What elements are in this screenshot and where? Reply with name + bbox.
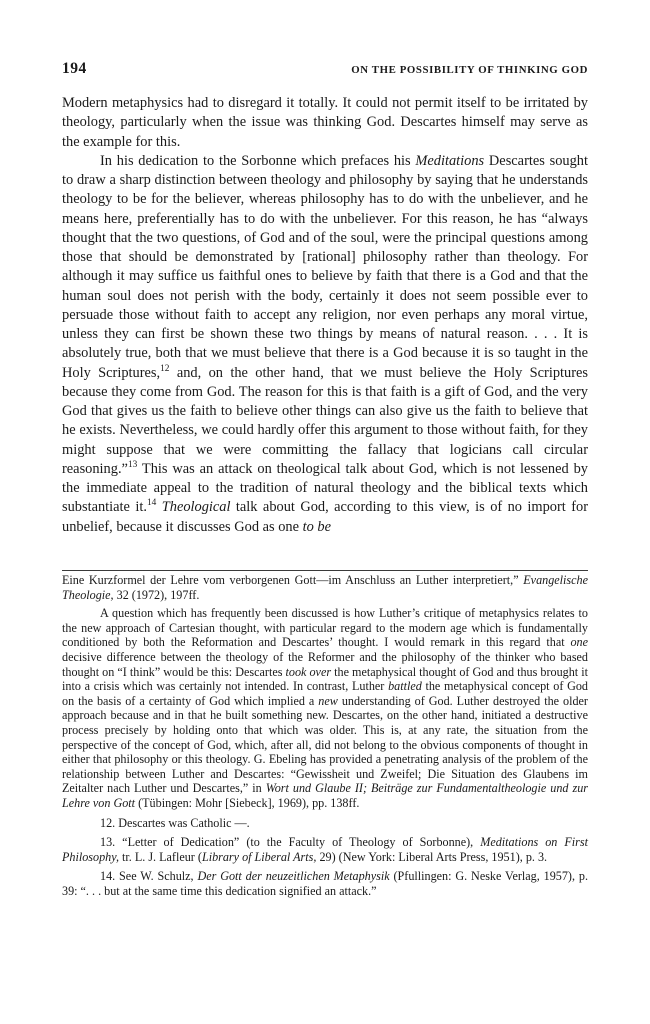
- text-run: 32 (1972), 197ff.: [113, 587, 200, 602]
- paragraph-1: Modern metaphysics had to disregard it totally. It could not permit itself to be irritated by theology, particularly when the issue was thinking God. Descartes himself may serve as the example for this.: [62, 95, 588, 150]
- italic-title: Library of Liberal Arts,: [201, 849, 317, 864]
- text-run: 14. See W. Schulz,: [100, 869, 198, 884]
- italic-word: new: [318, 693, 338, 708]
- text-run: This was an attack on theological talk about God, which is not lessened by the immediate appeal to the tradition of natural theology and the biblical texts which substantiate it.: [62, 460, 588, 516]
- italic-title: Evangelische Theologie,: [62, 573, 588, 602]
- text-run: (Pfullingen: G. Neske Verlag, 1957), p. 39: “. . . but at the same time this dedication signified an attack.”: [62, 869, 588, 898]
- footnote-continuation: [62, 573, 588, 602]
- text-run: Descartes sought to draw a sharp distinction between theology and philosophy by saying that he understands theology to be for the believer, whereas philosophy has to do with the unbeliever, and he means here, preferentially has to do with the unbeliever. For this reason, he has “always thought that the two questions, of God and of the soul, were the principal questions among those that should be demonstrated by [rational] philosophy rather than theology. For although it may suffice us faithful ones to believe by faith that there is a God and that the human soul does not perish with the body, certainly it does not seem possible ever to persuade those without faith to accept any religion, nor even perhaps any moral virtue, unless they can first be shown these two things by means of natural reason. . . . It is absolutely true, both that we must believe that there is a God because it is so taught in the Holy Scriptures,: [62, 152, 588, 381]
- italic-title: Meditations: [415, 152, 485, 169]
- text-run: the metaphysical concept of God on the basis of a certainty of God which implied a: [62, 679, 588, 708]
- text-run: A question which has frequently been discussed is how Luther’s critique of metaphysics relates to the new approach of Cartesian thought, with particular regard to the modern age which is fundamentally conditioned by both the Reformation and Descartes’ thought. I would remark in this regard that: [62, 606, 588, 650]
- italic-title: Meditations on First Philosophy,: [62, 835, 588, 864]
- italic-word: to be: [302, 518, 331, 535]
- footnote-ref-14: 14: [146, 498, 157, 509]
- text-run: Eine Kurzformel der Lehre vom verborgenen Gott—im Anschluss an Luther interpretiert,”: [62, 573, 524, 587]
- page-number: 194: [62, 60, 87, 77]
- text-run: In his dedication to the Sorbonne which prefaces his: [100, 152, 416, 169]
- italic-title: Wort und Glaube II; Beiträge zur Fundamentaltheologie und zur Lehre von Gott: [62, 781, 589, 810]
- text-run: 29) (New York: Liberal Arts Press, 1951), p. 3.: [316, 849, 548, 864]
- footnote-12: 12. Descartes was Catholic —.: [100, 815, 250, 830]
- footnote-14: [62, 869, 588, 898]
- text-run: (Tübingen: Mohr [Siebeck], 1969), pp. 138ff.: [135, 795, 360, 810]
- text-run: and, on the other hand, that we must believe the Holy Scriptures because they come from God. The reason for this is that faith is a gift of God, and the very God that gives us the faith to believe other things can also give us the faith to believe that he exists. Nevertheless, we could hardly offer this argument to those without faith, for they might suppose that we were committing the fallacy that logicians call circular reasoning.”: [62, 364, 589, 477]
- footnote-13: [62, 835, 588, 864]
- text-run: talk about God, according to this view, is of no import for unbelief, because it discusses God as one: [62, 499, 588, 535]
- italic-word: battled: [388, 679, 422, 694]
- italic-word: one: [570, 635, 588, 650]
- paragraph-2: [62, 152, 588, 537]
- italic-title: Der Gott der neuzeitlichen Metaphysik: [197, 869, 390, 884]
- text-run: the metaphysical thought of God and thus brought it into a crisis which was certainly not intended. In contrast, Luther: [62, 664, 588, 694]
- footnotes: [62, 573, 588, 903]
- footnote-ref-12: 12: [160, 363, 170, 374]
- footnote-ref-13: 13: [127, 459, 138, 470]
- italic-word: Theological: [161, 499, 231, 516]
- text-run: decisive difference between the theology of the Reformer and the philosophy of the thinker who based thought on “I think” would be this: Descartes: [62, 649, 588, 679]
- text-run: understanding of God. Luther destroyed the older approach because and in that he built something new. Descartes, on the other hand, initiated a destructive process precisely by holding onto that which was older. This is, at any rate, the situation from the perspective of the concept of God, which, after all, did not belong to the obvious components of thought in either that philosophy or this theology. G. Ebeling has provided a penetrating analysis of the problem of the relationship between Luther and Descartes: “Gewissheit und Zweifel; Die Situation des Glaubens im Zeitalter nach Luther und Descartes,” in: [62, 693, 588, 796]
- page-header: [0, 0, 650, 90]
- text-run: tr. L. J. Lafleur (: [119, 849, 202, 864]
- footnote-paragraph: [62, 606, 588, 810]
- text-run: 13. “Letter of Dedication” (to the Faculty of Theology of Sorbonne),: [100, 835, 481, 850]
- italic-word: took over: [285, 664, 332, 679]
- body-text: [62, 94, 588, 537]
- running-title: ON THE POSSIBILITY OF THINKING GOD: [351, 64, 588, 76]
- footnote-rule: [62, 570, 588, 571]
